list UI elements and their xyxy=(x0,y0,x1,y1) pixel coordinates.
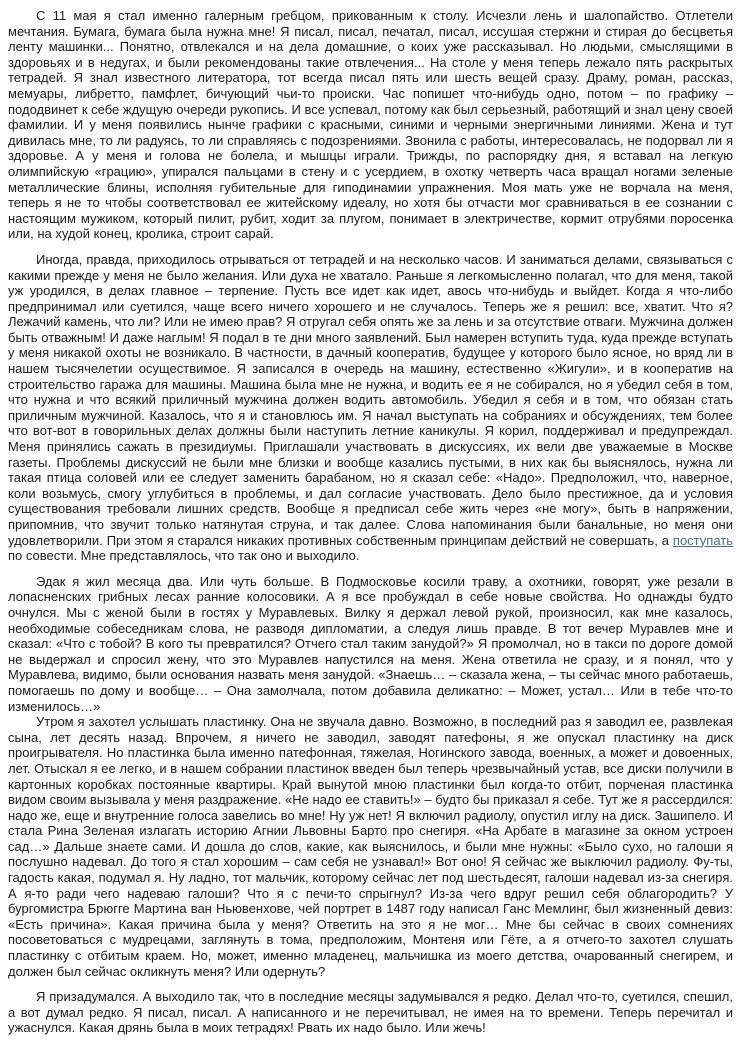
paragraph-5: Я призадумался. А выходило так, что в последние месяцы задумывался я редко. Делал что-то, суетился, спешил, а вот думал редко. Я писал, писал. А написанного и не перечитывал, не имея на то времени. Теперь перечитал и ужаснулся. Какая дрянь была в моих тетрадях! Рвать их надо было. Или жечь! xyxy=(8,989,733,1036)
paragraph-2-text-before: Иногда, правда, приходилось отрываться от тетрадей и на несколько часов. И заниматься делами, связываться с какими прежде у меня не было желания. Или духа не хватало. Раньше я легкомысленно полагал, что для меня, такой уж уродился, в делах главное – терпение. Пусть все идет как идет, авось что-нибудь и выйдет. Когда я что-либо предпринимал или суетился, чаще всего ничего хорошего и не случалось. Теперь же я решил: все, хватит. Что я? Лежачий камень, что ли? Или не имею прав? Я отругал себя опять же за лень и за отсутствие отваги. Мужчина должен быть отважным! И даже наглым! Я подал в те дни много заявлений. Был намерен вступить туда, куда прежде вступать у меня никакой охоты не возникало. В частности, в дачный кооператив, будущее у которого было ясное, но вряд ли в нашем тысячелетии осуществимое. Я записался в очередь на машину, естественно «Жигули», и в кооператив на строительство гаража для машины. Машина была мне не нужна, и водить ее я не собирался, но я убедил себя в том, что нужна и что всякий приличный мужчина должен водить автомобиль. Убедил я себя и в том, что обязан стать приличным мужчиной. Казалось, что я и становлюсь им. Я начал выступать на собраниях и обсуждениях, тем более что вот-вот в говорильных делах должны были наступить летние каникулы. Я корил, поддерживал и предупреждал. Меня принялись сажать в президиумы. Приглашали участвовать в дискуссиях, их вели две уважаемые в Москве газеты. Проблемы дискуссий не были мне близки и вообще казались пустыми, в них как бы выяснялось, нужна ли такая птица соловей или ее следует заменить барабаном, но я сказал себе: «Надо». Предположил, что, наверное, коли возьмусь, смогу углубиться в проблемы, и дал согласие участвовать. Дело было престижное, да и условия существования требовали лишних средств. Вообще я предписал себе жить через «не могу», быть в напряжении, припомнив, что звучит только натянутая струна, и так далее. Слова напоминания были банальные, но меня они удовлетворили. При этом я старался никаких противных собственным принципам действий не совершать, а xyxy=(8,251,733,548)
paragraph-1: С 11 мая я стал именно галерным гребцом, прикованным к столу. Исчезли лень и шалопайство. Отлетели мечтания. Бумага, бумага была нужна мне! Я писал, писал, печатал, писал, иссушая стержни и стирая до бесцветья ленту машинки... Понятно, отвлекался и на дела домашние, о коих уже рассказывал. Но людьми, смыслящими в здоровьях и в недугах, и были рекомендованы такие отвлечения... На столе у меня теперь лежало пять раскрытых тетрадей. Я знал известного литератора, тот всегда писал пять или шесть вещей сразу. Драму, роман, рассказ, мемуары, либретто, памфлет, бичующий чьи-то происки. Час попишет что-нибудь одно, потом – по графику – пододвинет к себе ждущую очереди рукопись. И все успевал, потому как был серьезный, работящий и знал цену своей фамилии. И у меня появились нынче графики с красными, синими и черными энергичными линиями. Жена и тут дивилась мне, то ли радуясь, то ли справляясь с подозрениями. Звонила с работы, интересовалась, не подорвал ли я здоровье. А у меня и голова не болела, и мышцы играли. Трижды, по распорядку дня, я вставал на легкую олимпийскую «грацию», упирался пальцами в стену и с усердием, в охотку четверть часа вращал ногами зеленые металлические блины, исполняя губительные для гиподинамии упражнения. Моя мать уже не ворчала на меня, теперь я не то чтобы соответствовал ее житейскому идеалу, но хотя бы отчасти мог сравниваться в ее сознании с настоящим мужиком, который пилит, рубит, ходит за плугом, понимает в электричестве, кормит отрубями поросенка или, на худой конец, кролика, строит сарай. xyxy=(8,8,733,242)
paragraph-4: Утром я захотел услышать пластинку. Она не звучала давно. Возможно, в последний раз я заводил ее, развлекая сына, лет десять назад. Впрочем, я ничего не заводил, заводят патефоны, я же опускал пластинку на диск проигрывателя. Но пластинка была именно патефонная, тяжелая, Ногинского завода, военных, а может и довоенных, лет. Отыскал я ее легко, и в нашем собрании пластинок введен был теперь чрезвычайный устав, все диски получили в картонных коробках постоянные квартиры. Край вынутой мною пластинки был когда-то отбит, порченая пластинка видом своим вызывала у меня раздражение. «Не надо ее ставить!» – будто бы приказал я себе. Тут же я рассердился: надо же, еще и внутренние голоса завелись во мне! Ну уж нет! Я включил радиолу, опустил иглу на диск. Зашипело. И стала Рина Зеленая излагать историю Агнии Львовны Барто про снегиря. «На Арбате в магазине за окном устроен сад…» Дальше знаете сами. И дошла до слов, какие, как выяснилось, и были мне нужны: «Было сухо, но галоши я послушно надевал. До того я стал хорошим – сам себя не узнавал!» Вот оно! Я сейчас же выключил радиолу. Фу-ты, гадость какая, подумал я. Ну ладно, тот мальчик, которому сейчас лет под шестьдесят, галоши надевал из-за снегиря. А я-то ради чего надеваю галоши? Что я с печи-то спрыгнул? Из-за чего вдруг решил себя облагородить? У бургомистра Брюгге Мартина ван Ньювенхове, чей портрет в 1487 году написал Ганс Мемлинг, был жизненный девиз: «Есть причина». Какая причина была у меня? Ответить на это я не мог… Мне бы сейчас в своих сомнениях посоветоваться с мудрецами, заглянуть в тома, предположим, Монтеня или Гёте, а я отчего-то захотел слушать пластинку с отбитым краем. Но, может, именно младенец, мальчишка из моего детства, очарованный снегирем, и должен был сейчас окликнуть меня? Или одернуть? xyxy=(8,714,733,979)
paragraph-2 xyxy=(8,252,733,564)
paragraph-3: Эдак я жил месяца два. Или чуть больше. В Подмосковье косили траву, а охотники, говорят, уже резали в лопасненских грибных лесах ранние колосовики. А я все пробуждал в себе новые свойства. Но однажды будто очнулся. Мы с женой были в гостях у Муравлевых. Вилку я держал левой рукой, произносил, как мне казалось, необходимые собеседникам слова, не разводя дипломатии, а следуя лишь правде. В тот вечер Муравлев мне и сказал: «Что с тобой? В кого ты превратился? Отчего стал таким занудой?» Я промолчал, но в такси по дороге домой не выдержал и спросил жену, что это Муравлев напустился на меня. Жена ответила не сразу, и я понял, что у Муравлева, видимо, были основания назвать меня занудой. «Знаешь… – сказала жена, – ты сейчас много работаешь, помогаешь по дому и вообще… – Она замолчала, потом добавила деликатно: – Может, устал… Или в тебе что-то изменилось…» xyxy=(8,573,733,714)
inline-link-postupat[interactable]: поступать xyxy=(672,532,733,548)
paragraph-2-text-after: по совести. Мне представлялось, что так оно и выходило. xyxy=(8,548,360,564)
